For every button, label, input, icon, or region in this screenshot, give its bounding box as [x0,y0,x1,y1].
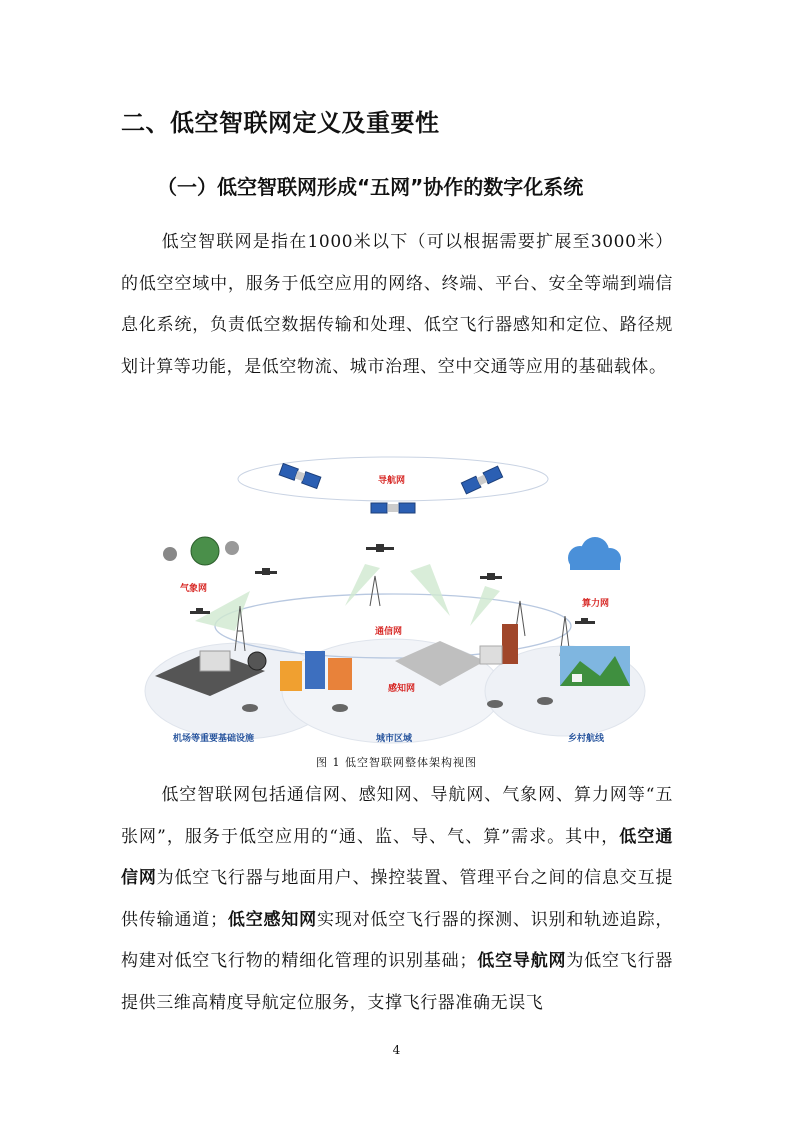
paragraph2-text3: 为低空飞行器提供三维高精度导航定位服务，支撑飞行器准确无误飞 [121,951,673,1013]
subsection-heading: （一）低空智联网形成“五网”协作的数字化系统 [157,175,584,199]
term-sensing-network: 低空感知网 [227,909,317,930]
definition-text: 低空智联网是指在1000米以下（可以根据需要扩展至3000米）的低空空域中，服务于低空应用的网络、终端、平台、安全等端到端信息化系统，负责低空数据传输和处理、低空飞行器感知和定位、路径规划计算等功能，是低空物流、城市治理、空中交通等应用的基础载体。 [121,232,673,377]
label-compute-network: 算力网 [582,599,610,609]
definition-paragraph [121,222,673,388]
drone-icon [190,544,595,624]
rural-scene [560,646,630,686]
architecture-figure [140,446,660,750]
paragraph2-text2: 实现对低空飞行器的探测、识别和轨迹追踪，构建对低空飞行物的精细化管理的识别基础； [121,909,673,971]
label-airport-infrastructure: 机场等重要基础设施 [173,734,255,744]
label-navigation-network: 导航网 [378,476,406,486]
cloud-icon [163,547,177,561]
label-city-area: 城市区域 [376,734,413,744]
satellite-icon [461,466,502,494]
page-number: 4 [392,1043,401,1057]
label-weather-network: 气象网 [180,584,208,594]
label-communication-network: 通信网 [375,627,403,637]
figure-caption: 图 1 低空智联网整体架构视图 [316,756,477,769]
signal-beam [345,564,380,606]
signal-beam [410,564,450,616]
five-networks-paragraph [121,775,673,1024]
radar-icon [191,537,219,565]
paragraph2-lead: 低空智联网包括通信网、感知网、导航网、气象网、算力网等“五张网”，服务于低空应用的“通、监、导、气、算”需求。其中， [121,785,673,847]
cloud-compute-icon [568,537,621,570]
term-communication-network: 低空通信网 [121,826,673,888]
satellite-icon [371,503,415,513]
section-heading: 二、低空智联网定义及重要性 [121,109,440,137]
term-navigation-network: 低空导航网 [477,951,567,971]
label-sensing-network: 感知网 [388,684,416,694]
satellite-icon [279,464,321,489]
signal-beam [470,586,500,626]
paragraph2-text1: 为低空飞行器与地面用户、操控装置、管理平台之间的信息交互提供传输通道； [121,868,674,930]
label-rural-route: 乡村航线 [568,734,605,744]
cloud-icon [225,541,239,555]
